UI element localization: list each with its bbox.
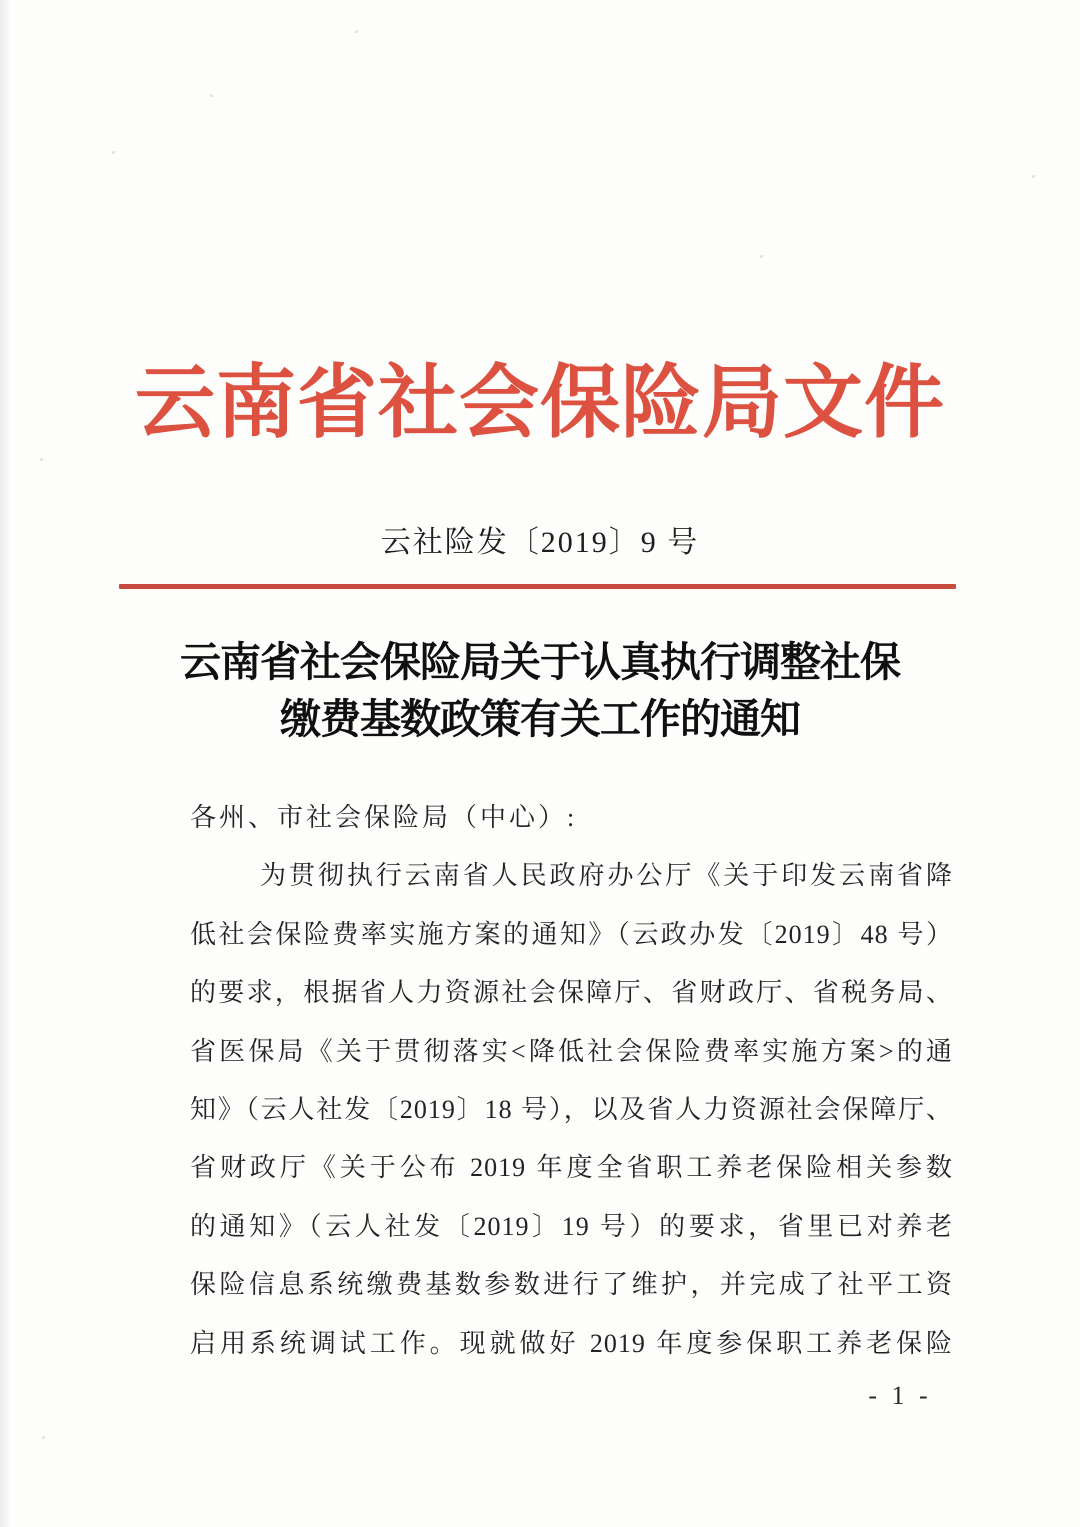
body-line: 低社会保险费率实施方案的通知》（云政办发〔2019〕48 号） <box>190 919 953 949</box>
notice-title-line2: 缴费基数政策有关工作的通知 <box>280 696 800 742</box>
agency-banner-title: 云南省社会保险局文件 <box>135 360 945 448</box>
scan-speck <box>42 1436 45 1439</box>
salutation-line: 各州、市社会保险局（中心）: <box>190 803 578 832</box>
scan-speck <box>355 30 358 33</box>
scan-speck <box>210 94 213 97</box>
body-line: 保险信息系统缴费基数参数进行了维护，并完成了社平工资 <box>190 1270 953 1300</box>
document-reference-number: 云社险发〔2019〕9 号 <box>380 526 700 559</box>
notice-title <box>0 634 1080 748</box>
notice-body <box>190 789 953 1373</box>
scan-speck <box>1032 175 1035 178</box>
body-line: 的要求，根据省人力资源社会保障厅、省财政厅、省税务局、 <box>190 978 953 1008</box>
page-number: - 1 - <box>868 1381 932 1410</box>
scan-speck <box>112 151 115 154</box>
red-divider-rule <box>119 584 956 589</box>
scan-speck <box>760 255 763 258</box>
body-line: 省医保局《关于贯彻落实<降低社会保险费率实施方案>的通 <box>190 1036 953 1066</box>
scan-speck <box>40 458 43 461</box>
body-line: 启用系统调试工作。现就做好 2019 年度参保职工养老保险 <box>190 1328 953 1358</box>
body-line: 的通知》（云人社发〔2019〕19 号）的要求，省里已对养老 <box>190 1211 953 1241</box>
body-line: 为贯彻执行云南省人民政府办公厅《关于印发云南省降 <box>260 861 953 891</box>
body-line: 知》（云人社发〔2019〕18 号），以及省人力资源社会保障厅、 <box>190 1094 953 1124</box>
notice-title-line1: 云南省社会保险局关于认真执行调整社保 <box>180 639 900 685</box>
body-line: 省财政厅《关于公布 2019 年度全省职工养老保险相关参数 <box>190 1153 953 1183</box>
